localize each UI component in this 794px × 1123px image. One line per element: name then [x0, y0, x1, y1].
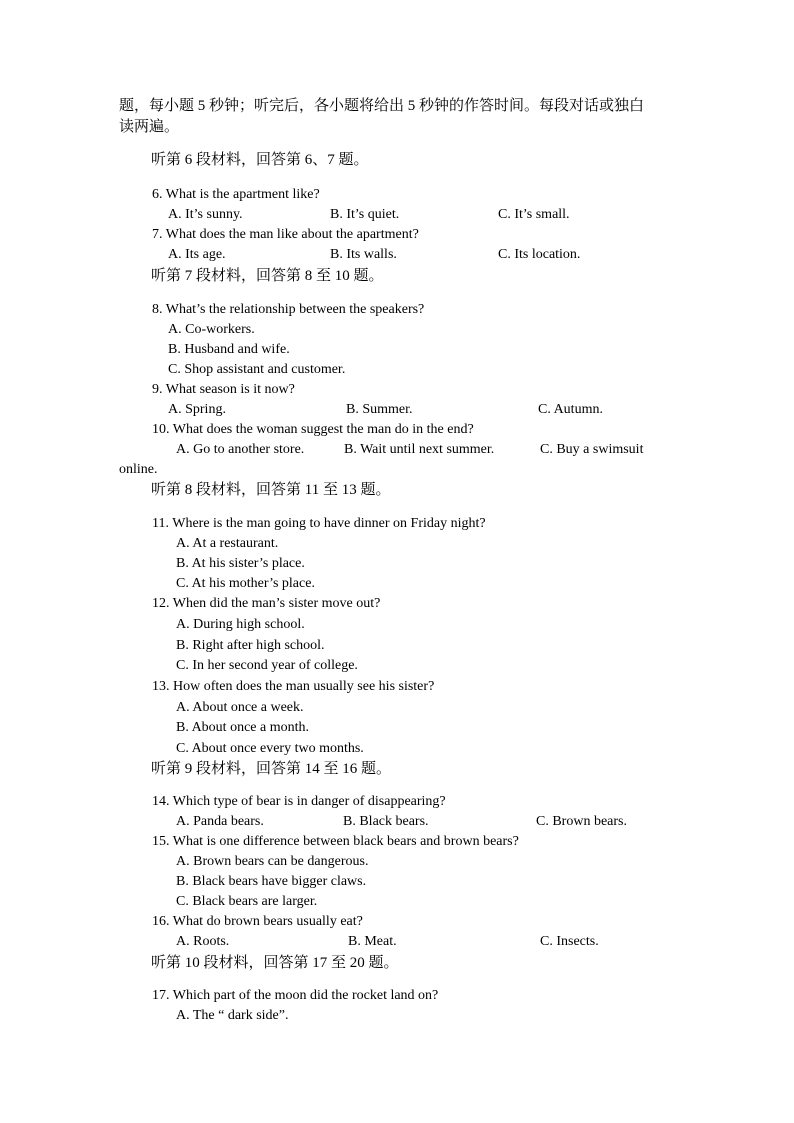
question-16-option-c: C. Insects.	[540, 934, 599, 949]
question-10-option-b: B. Wait until next summer.	[344, 442, 495, 457]
question-13-option-a: A. About once a week.	[176, 700, 304, 715]
question-13-option-b: B. About once a month.	[176, 720, 309, 735]
question-17-option-a: A. The “ dark side”.	[176, 1008, 289, 1023]
question-15-option-a: A. Brown bears can be dangerous.	[176, 854, 369, 869]
question-16-stem: 16. What do brown bears usually eat?	[152, 914, 363, 929]
question-14-option-a: A. Panda bears.	[176, 814, 264, 829]
question-13-stem: 13. How often does the man usually see his sister?	[152, 679, 435, 694]
question-7-option-a: A. Its age.	[168, 247, 226, 262]
section-header-7: 听第 7 段材料，回答第 8 至 10 题。	[151, 268, 384, 284]
question-14-option-c: C. Brown bears.	[536, 814, 627, 829]
section-header-10: 听第 10 段材料，回答第 17 至 20 题。	[151, 955, 399, 971]
question-15-stem: 15. What is one difference between black bears and brown bears?	[152, 834, 519, 849]
question-12-option-c: C. In her second year of college.	[176, 658, 358, 673]
question-15-option-b: B. Black bears have bigger claws.	[176, 874, 367, 889]
question-12-option-a: A. During high school.	[176, 617, 305, 632]
question-15-option-c: C. Black bears are larger.	[176, 894, 318, 909]
section-header-8: 听第 8 段材料，回答第 11 至 13 题。	[151, 482, 391, 498]
question-7-option-b: B. Its walls.	[330, 247, 397, 262]
question-10-option-c: C. Buy a swimsuit	[540, 442, 644, 457]
question-7-stem: 7. What does the man like about the apartment?	[152, 227, 419, 242]
question-8-option-c: C. Shop assistant and customer.	[168, 362, 346, 377]
section-header-6: 听第 6 段材料，回答第 6、7 题。	[151, 152, 369, 168]
question-6-stem: 6. What is the apartment like?	[152, 187, 320, 202]
question-8-option-b: B. Husband and wife.	[168, 342, 290, 357]
question-9-option-c: C. Autumn.	[538, 402, 603, 417]
question-9-option-a: A. Spring.	[168, 402, 226, 417]
intro-line-2: 读两遍。	[119, 119, 180, 135]
question-16-option-a: A. Roots.	[176, 934, 230, 949]
question-11-option-c: C. At his mother’s place.	[176, 576, 315, 591]
question-16-option-b: B. Meat.	[348, 934, 397, 949]
question-8-stem: 8. What’s the relationship between the speakers?	[152, 302, 425, 317]
question-9-stem: 9. What season is it now?	[152, 382, 295, 397]
question-10-option-a: A. Go to another store.	[176, 442, 305, 457]
question-8-option-a: A. Co-workers.	[168, 322, 255, 337]
question-14-option-b: B. Black bears.	[343, 814, 429, 829]
question-6-option-b: B. It’s quiet.	[330, 207, 400, 222]
question-13-option-c: C. About once every two months.	[176, 741, 364, 756]
question-11-option-a: A. At a restaurant.	[176, 536, 279, 551]
question-11-stem: 11. Where is the man going to have dinner on Friday night?	[152, 516, 486, 531]
question-12-stem: 12. When did the man’s sister move out?	[152, 596, 381, 611]
question-9-option-b: B. Summer.	[346, 402, 413, 417]
intro-line-1: 题，每小题 5 秒钟；听完后，各小题将给出 5 秒钟的作答时间。每段对话或独白	[119, 98, 645, 114]
question-12-option-b: B. Right after high school.	[176, 638, 325, 653]
question-10-option-c-continued: online.	[119, 462, 158, 477]
question-17-stem: 17. Which part of the moon did the rocket land on?	[152, 988, 439, 1003]
question-6-option-c: C. It’s small.	[498, 207, 570, 222]
question-10-stem: 10. What does the woman suggest the man do in the end?	[152, 422, 474, 437]
question-11-option-b: B. At his sister’s place.	[176, 556, 305, 571]
section-header-9: 听第 9 段材料，回答第 14 至 16 题。	[151, 761, 392, 777]
question-7-option-c: C. Its location.	[498, 247, 581, 262]
question-14-stem: 14. Which type of bear is in danger of disappearing?	[152, 794, 446, 809]
question-6-option-a: A. It’s sunny.	[168, 207, 243, 222]
